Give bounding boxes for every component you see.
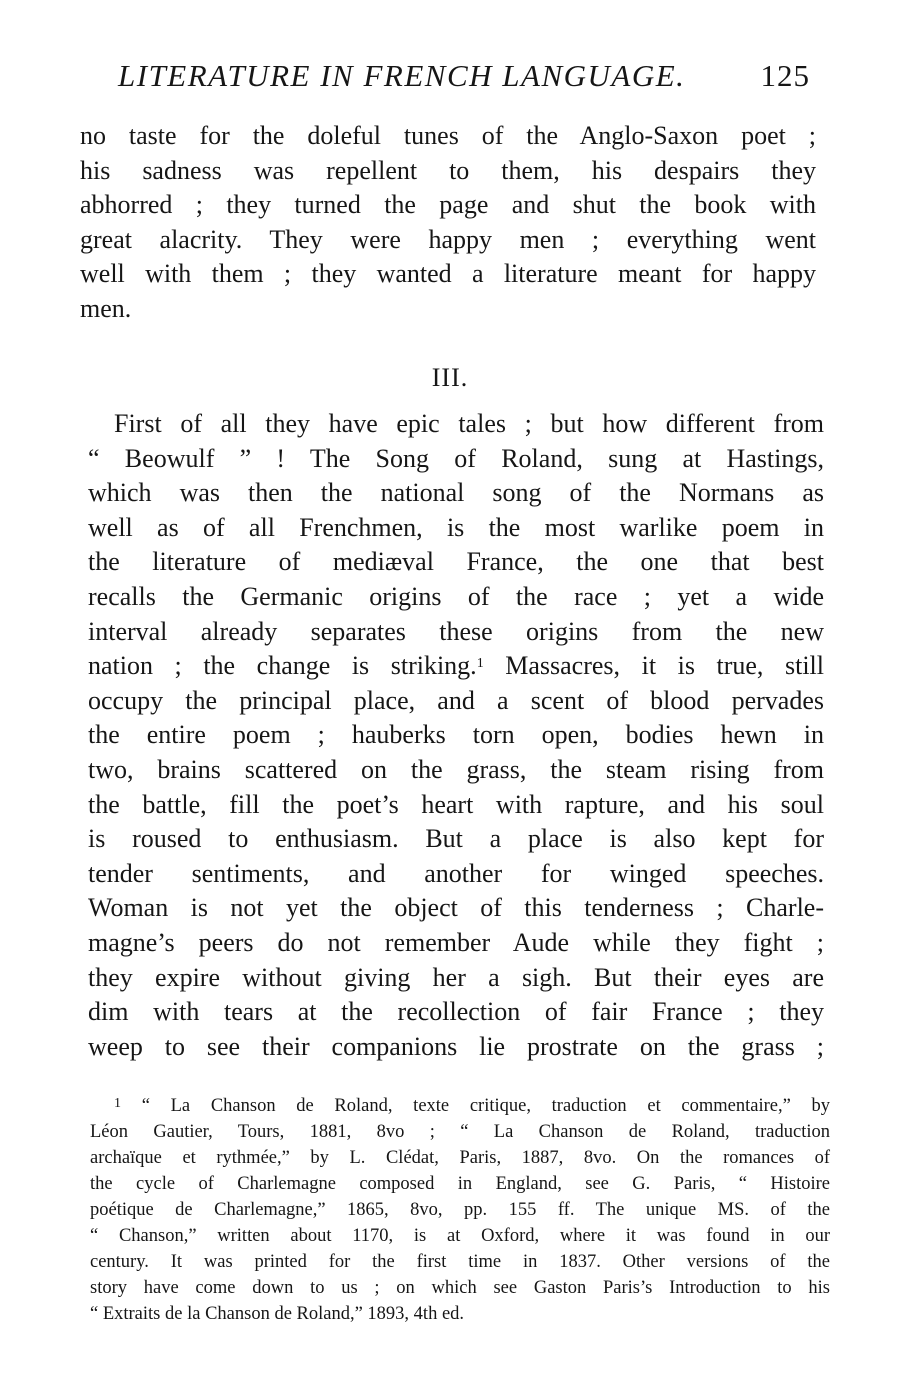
section-heading: III. (431, 363, 469, 392)
footnote-line: the cycle of Charlemagne composed in England, see G. Paris, “ Histoire (90, 1174, 830, 1194)
text-segment: “ La Chanson de Roland, texte critique, traduction et commentaire,” by (141, 1096, 830, 1116)
text-line: tender sentiments, and another for winged speeches. (88, 858, 824, 888)
text-line: no taste for the doleful tunes of the Anglo-Saxon poet ; (80, 121, 816, 150)
text-line: interval already separates these origins from the new (88, 616, 824, 646)
text-line: well with them ; they wanted a literature meant for happy (80, 259, 816, 289)
footnote-reference[interactable]: 1 (476, 656, 484, 672)
text-line: weep to see their companions lie prostrate on the grass ; (88, 1031, 824, 1061)
text-line: the literature of mediæval France, the one that best (88, 547, 824, 577)
text-line: the entire poem ; hauberks torn open, bodies hewn in (88, 720, 824, 750)
paragraph (88, 407, 824, 1064)
footnote-line: “ Extraits de la Chanson de Roland,” 1893, 4th ed. (90, 1304, 465, 1324)
text-line: his sadness was repellent to them, his despairs they (80, 155, 816, 185)
footnote-line: Léon Gautier, Tours, 1881, 8vo ; “ La Chanson de Roland, traduction (90, 1122, 830, 1142)
text-line-with-footnote-ref (88, 649, 824, 684)
text-segment: Massacres, it is true, still (483, 651, 824, 681)
text-line: dim with tears at the recollection of fair France ; they (88, 997, 824, 1027)
footnote-line: story have come down to us ; on which see Gaston Paris’s Introduction to his (90, 1278, 830, 1298)
text-line: “ Beowulf ” ! The Song of Roland, sung at Hastings, (88, 443, 824, 473)
footnote-line: century. It was printed for the first time in 1837. Other versions of the (90, 1252, 830, 1272)
running-head-title: LITERATURE IN FRENCH LANGUAGE. (118, 58, 686, 93)
page-number: 125 (760, 58, 810, 93)
text-line: is roused to enthusiasm. But a place is also kept for (88, 824, 824, 854)
text-line: occupy the principal place, and a scent of blood pervades (88, 685, 824, 715)
footnote (90, 1093, 830, 1327)
text-line: men. (80, 293, 132, 323)
text-line: great alacrity. They were happy men ; everything went (80, 224, 816, 254)
text-line: the battle, fill the poet’s heart with rapture, and his soul (88, 789, 824, 819)
text-segment: nation ; the change is striking. (88, 651, 477, 681)
text-line: abhorred ; they turned the page and shut the book with (80, 190, 816, 220)
text-line: Woman is not yet the object of this tenderness ; Charle- (88, 893, 824, 923)
text-line: First of all they have epic tales ; but how different from (114, 409, 824, 438)
text-line: which was then the national song of the Normans as (88, 478, 824, 508)
text-line: well as of all Frenchmen, is the most warlike poem in (88, 512, 824, 542)
text-line: two, brains scattered on the grass, the steam rising from (88, 754, 824, 784)
paragraph-continued (80, 119, 816, 327)
footnote-marker: 1 (114, 1096, 121, 1111)
text-line: recalls the Germanic origins of the race ; yet a wide (88, 581, 824, 611)
footnote-line (90, 1093, 830, 1119)
text-line: they expire without giving her a sigh. But their eyes are (88, 962, 824, 992)
footnote-line: archaïque et rythmée,” by L. Clédat, Paris, 1887, 8vo. On the romances of (90, 1148, 830, 1168)
footnote-line: poétique de Charlemagne,” 1865, 8vo, pp. 155 ff. The unique MS. of the (90, 1200, 830, 1220)
running-head (118, 58, 818, 98)
footnote-line: “ Chanson,” written about 1170, is at Oxford, where it was found in our (90, 1226, 830, 1246)
text-line: magne’s peers do not remember Aude while they fight ; (88, 927, 824, 957)
